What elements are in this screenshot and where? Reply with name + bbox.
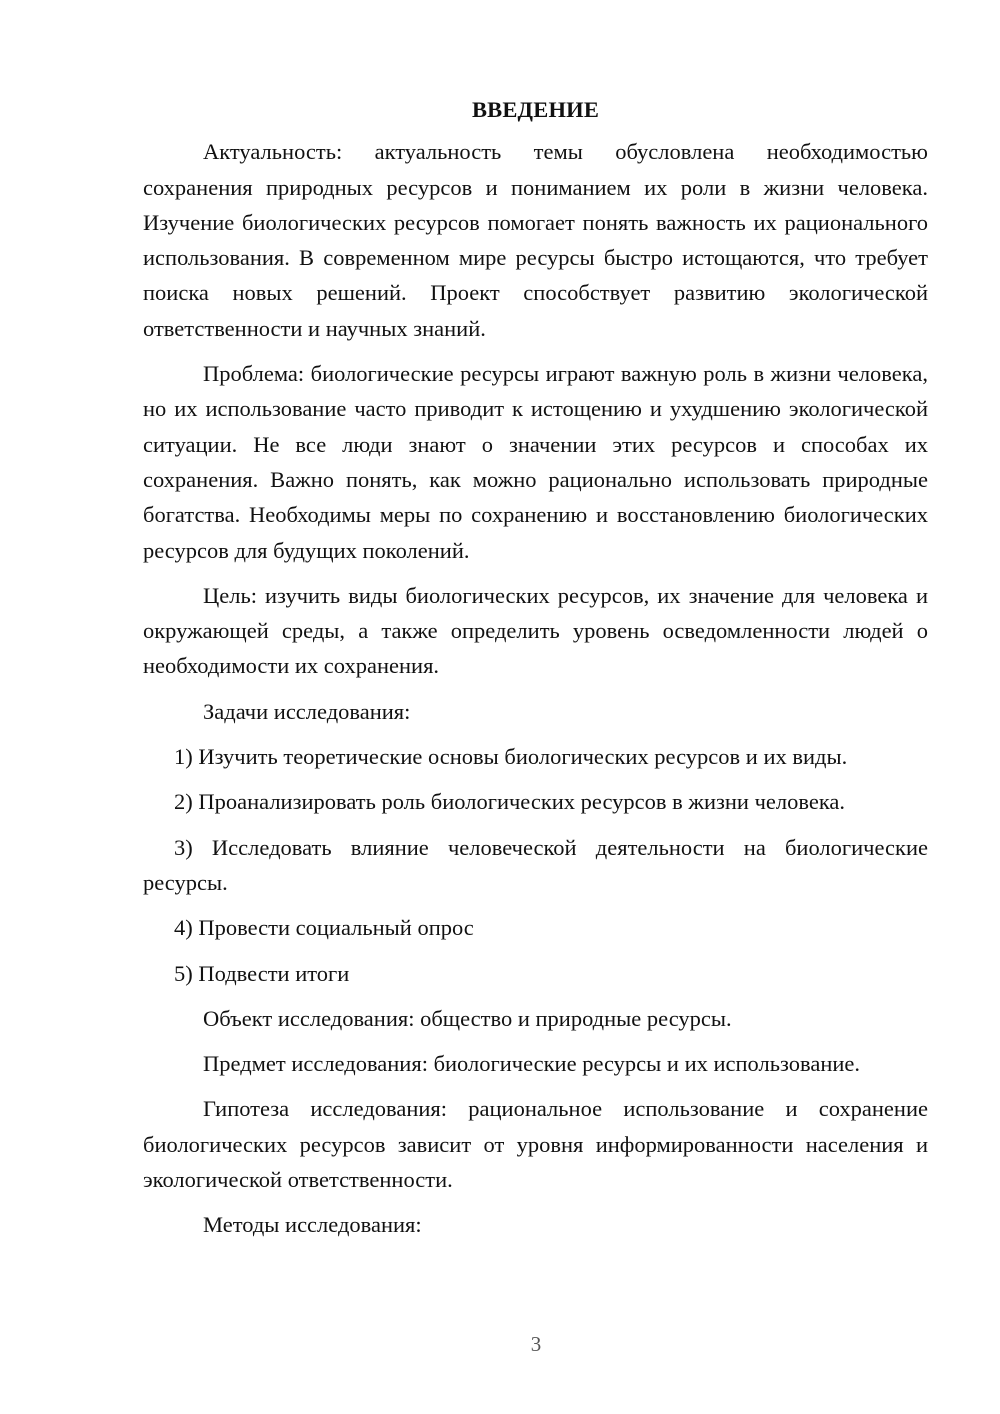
task-item-4: 4) Провести социальный опрос — [174, 915, 474, 941]
section-heading: ВВЕДЕНИЕ — [471, 97, 600, 122]
object-paragraph: Объект исследования: общество и природные ресурсы. — [203, 1005, 732, 1031]
task-item-2: 2) Проанализировать роль биологических ресурсов в жизни человека. — [174, 789, 846, 815]
task-item-3: 3) Исследовать влияние человеческой деятельности на биологические ресурсы. — [143, 834, 928, 895]
task-item-5: 5) Подвести итоги — [174, 960, 350, 986]
page-number: 3 — [530, 1332, 542, 1356]
task-item-1: 1) Изучить теоретические основы биологических ресурсов и их виды. — [174, 744, 848, 770]
methods-title: Методы исследования: — [203, 1212, 422, 1238]
goal-paragraph: Цель: изучить виды биологических ресурсов, их значение для человека и окружающей среды, а также определить уровень осведомленности людей о необходимости их сохранения. — [143, 582, 928, 679]
problem-paragraph: Проблема: биологические ресурсы играют важную роль в жизни человека, но их использование часто приводит к истощению и ухудшению экологической ситуации. Не все люди знают о значении этих ресурсов и способах их сохранения. Важно понять, как можно рационально использовать природные богатства. Необходимы меры по сохранению и восстановлению биологических ресурсов для будущих поколений. — [143, 361, 928, 563]
document-page — [143, 92, 928, 1253]
hypothesis-paragraph: Гипотеза исследования: рациональное использование и сохранение биологических ресурсов зависит от уровня информированности населения и экологической ответственности. — [143, 1096, 928, 1193]
tasks-title: Задачи исследования: — [203, 698, 411, 724]
relevance-paragraph: Актуальность: актуальность темы обусловлена необходимостью сохранения природных ресурсов и пониманием их роли в жизни человека. Изучение биологических ресурсов помогает понять важность их рационального использования. В современном мире ресурсы быстро истощаются, что требует поиска новых решений. Проект способствует развитию экологической ответственности и научных знаний. — [143, 139, 928, 341]
subject-paragraph: Предмет исследования: биологические ресурсы и их использование. — [203, 1051, 861, 1077]
